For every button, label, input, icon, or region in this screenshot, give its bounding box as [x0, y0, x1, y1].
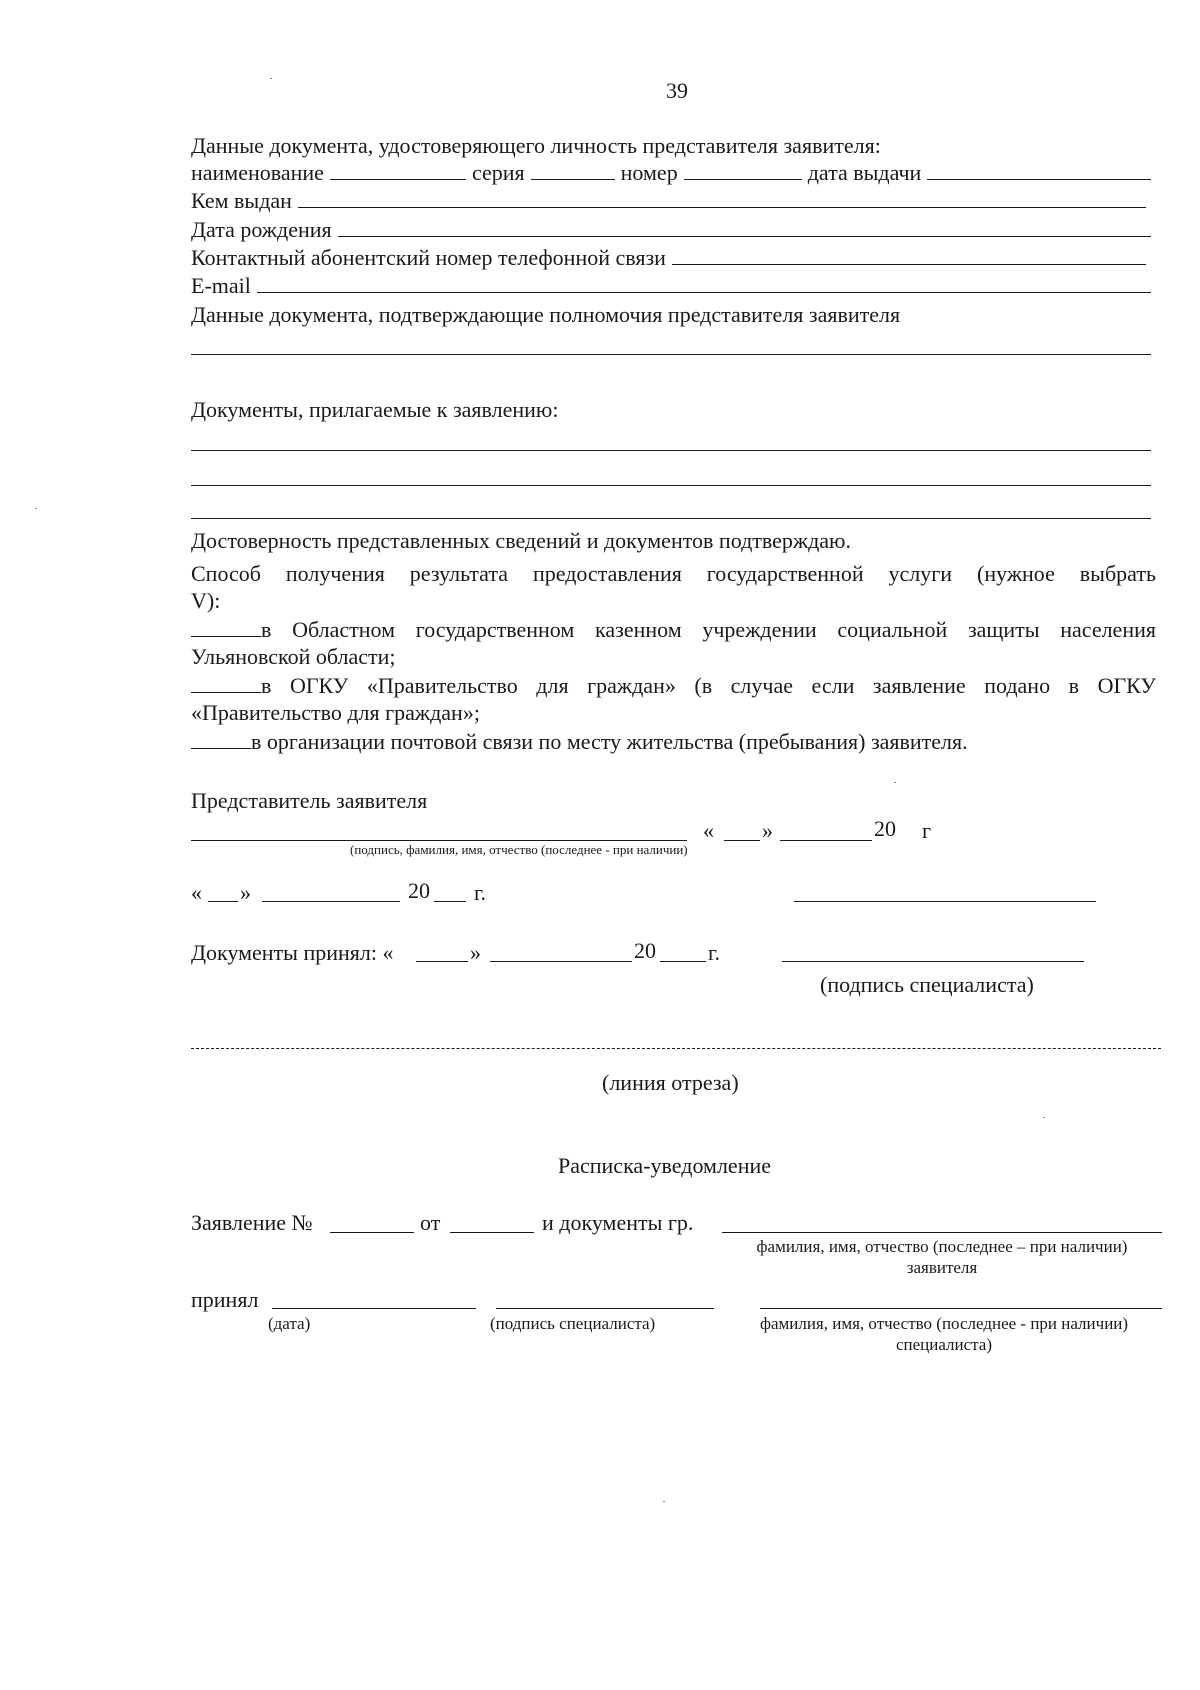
email-label: E-mail	[191, 273, 251, 298]
phone-label: Контактный абонентский номер телефонной связи	[191, 245, 666, 270]
issued-by-label: Кем выдан	[191, 188, 292, 213]
accepted-month-field[interactable]	[490, 961, 632, 962]
accepted-day-field[interactable]	[416, 961, 468, 962]
rep-day-field[interactable]	[724, 840, 760, 841]
specialist-caption-line-1: фамилия, имя, отчество (последнее - при наличии)	[759, 1314, 1129, 1333]
accepted-label: Документы принял: «	[191, 940, 394, 965]
confirmation-text: Достоверность представленных сведений и документов подтверждаю.	[191, 528, 851, 553]
app-no-label: Заявление №	[191, 1210, 313, 1235]
attachments-line-1[interactable]	[191, 450, 1151, 451]
method-intro-line-1: Способ получения результата предоставления государственной услуги (нужное выбрать	[191, 561, 1156, 586]
scan-speck	[894, 782, 896, 783]
accepted-year-prefix: 20	[634, 938, 656, 963]
authority-field[interactable]	[191, 354, 1151, 355]
accepted-year-suffix: г.	[708, 940, 721, 965]
email-row	[191, 273, 1151, 299]
date-year-field[interactable]	[434, 901, 466, 902]
rep-doc-heading: Данные документа, удостоверяющего личность представителя заявителя:	[191, 133, 881, 158]
scan-speck	[1043, 1117, 1045, 1118]
issued-by-field[interactable]	[298, 189, 1146, 208]
option-2-line-1: в ОГКУ «Правительство для граждан» (в случае если заявление подано в ОГКУ	[261, 673, 1156, 698]
method-option-2	[191, 673, 1156, 699]
representative-label: Представитель заявителя	[191, 788, 428, 813]
attachments-line-3[interactable]	[191, 518, 1151, 519]
applicant-caption-line-2: заявителя	[906, 1258, 978, 1277]
rep-year-suffix: г	[922, 818, 932, 843]
date-day-field[interactable]	[208, 901, 238, 902]
applicant-caption-line-1: фамилия, имя, отчество (последнее – при наличии)	[756, 1237, 1128, 1256]
attachments-line-2[interactable]	[191, 485, 1151, 486]
scan-speck	[35, 508, 37, 509]
authority-label: Данные документа, подтверждающие полномочия представителя заявителя	[191, 302, 901, 327]
cut-line-caption: (линия отреза)	[602, 1070, 739, 1095]
accepted-year-field[interactable]	[660, 961, 706, 962]
page-number: 39	[666, 78, 688, 103]
from-label: от	[420, 1210, 441, 1235]
number-field[interactable]	[684, 161, 802, 180]
rep-doc-id-row	[191, 160, 1151, 186]
date-year-prefix: 20	[408, 878, 430, 903]
issue-date-field[interactable]	[927, 161, 1151, 180]
issue-date-label: дата выдачи	[807, 160, 922, 185]
from-date-field[interactable]	[450, 1232, 534, 1233]
receipt-title: Расписка-уведомление	[558, 1153, 772, 1178]
email-field[interactable]	[257, 274, 1151, 293]
number-label: номер	[620, 160, 678, 185]
option-3-text: в организации почтовой связи по месту жительства (пребывания) заявителя.	[251, 729, 968, 754]
date-quote-close: »	[240, 880, 251, 905]
option-3-mark-field[interactable]	[191, 730, 251, 749]
scan-speck	[663, 1501, 665, 1502]
name-field[interactable]	[330, 161, 466, 180]
phone-row	[191, 245, 1146, 271]
receipt-signature-field[interactable]	[496, 1308, 714, 1309]
name-label: наименование	[191, 160, 324, 185]
rep-year-prefix: 20	[874, 816, 896, 841]
method-option-3	[191, 729, 968, 755]
receipt-date-field[interactable]	[272, 1308, 476, 1309]
accepted-by-label: принял	[191, 1287, 259, 1312]
option-2-line-2: «Правительство для граждан»;	[191, 700, 480, 725]
accepted-quote-close: »	[470, 940, 481, 965]
birth-date-row	[191, 217, 1151, 243]
method-intro-line-2: V):	[191, 588, 221, 613]
series-field[interactable]	[531, 161, 615, 180]
date-signature-field[interactable]	[794, 901, 1096, 902]
option-1-line-1: в Областном государственном казенном учреждении социальной защиты населения	[261, 617, 1156, 642]
app-no-field[interactable]	[330, 1232, 414, 1233]
specialist-caption-line-2: специалиста)	[895, 1335, 993, 1354]
rep-quote-close: »	[762, 818, 773, 843]
series-label: серия	[471, 160, 525, 185]
scan-speck	[270, 78, 272, 79]
date-month-field[interactable]	[262, 901, 400, 902]
method-option-1	[191, 617, 1156, 643]
rep-month-field[interactable]	[780, 840, 872, 841]
receipt-date-caption: (дата)	[268, 1314, 311, 1333]
issued-by-row	[191, 188, 1146, 214]
rep-quote-open: «	[703, 818, 714, 843]
option-1-mark-field[interactable]	[191, 618, 261, 637]
docs-label: и документы гр.	[542, 1210, 694, 1235]
birth-date-label: Дата рождения	[191, 217, 332, 242]
option-1-line-2: Ульяновской области;	[191, 644, 396, 669]
attachments-label: Документы, прилагаемые к заявлению:	[191, 397, 559, 422]
applicant-name-field[interactable]	[722, 1232, 1162, 1233]
option-2-mark-field[interactable]	[191, 674, 261, 693]
accepted-signature-caption: (подпись специалиста)	[820, 972, 1034, 997]
representative-signature-field[interactable]	[191, 840, 687, 841]
date-quote-open: «	[191, 880, 202, 905]
accepted-signature-field[interactable]	[782, 961, 1084, 962]
date-year-suffix: г.	[474, 880, 487, 905]
cut-line	[191, 1048, 1161, 1049]
phone-field[interactable]	[672, 246, 1146, 265]
birth-date-field[interactable]	[338, 218, 1151, 237]
specialist-name-field[interactable]	[760, 1308, 1162, 1309]
receipt-signature-caption: (подпись специалиста)	[490, 1314, 656, 1333]
representative-signature-caption: (подпись, фамилия, имя, отчество (последнее - при наличии)	[350, 842, 688, 857]
